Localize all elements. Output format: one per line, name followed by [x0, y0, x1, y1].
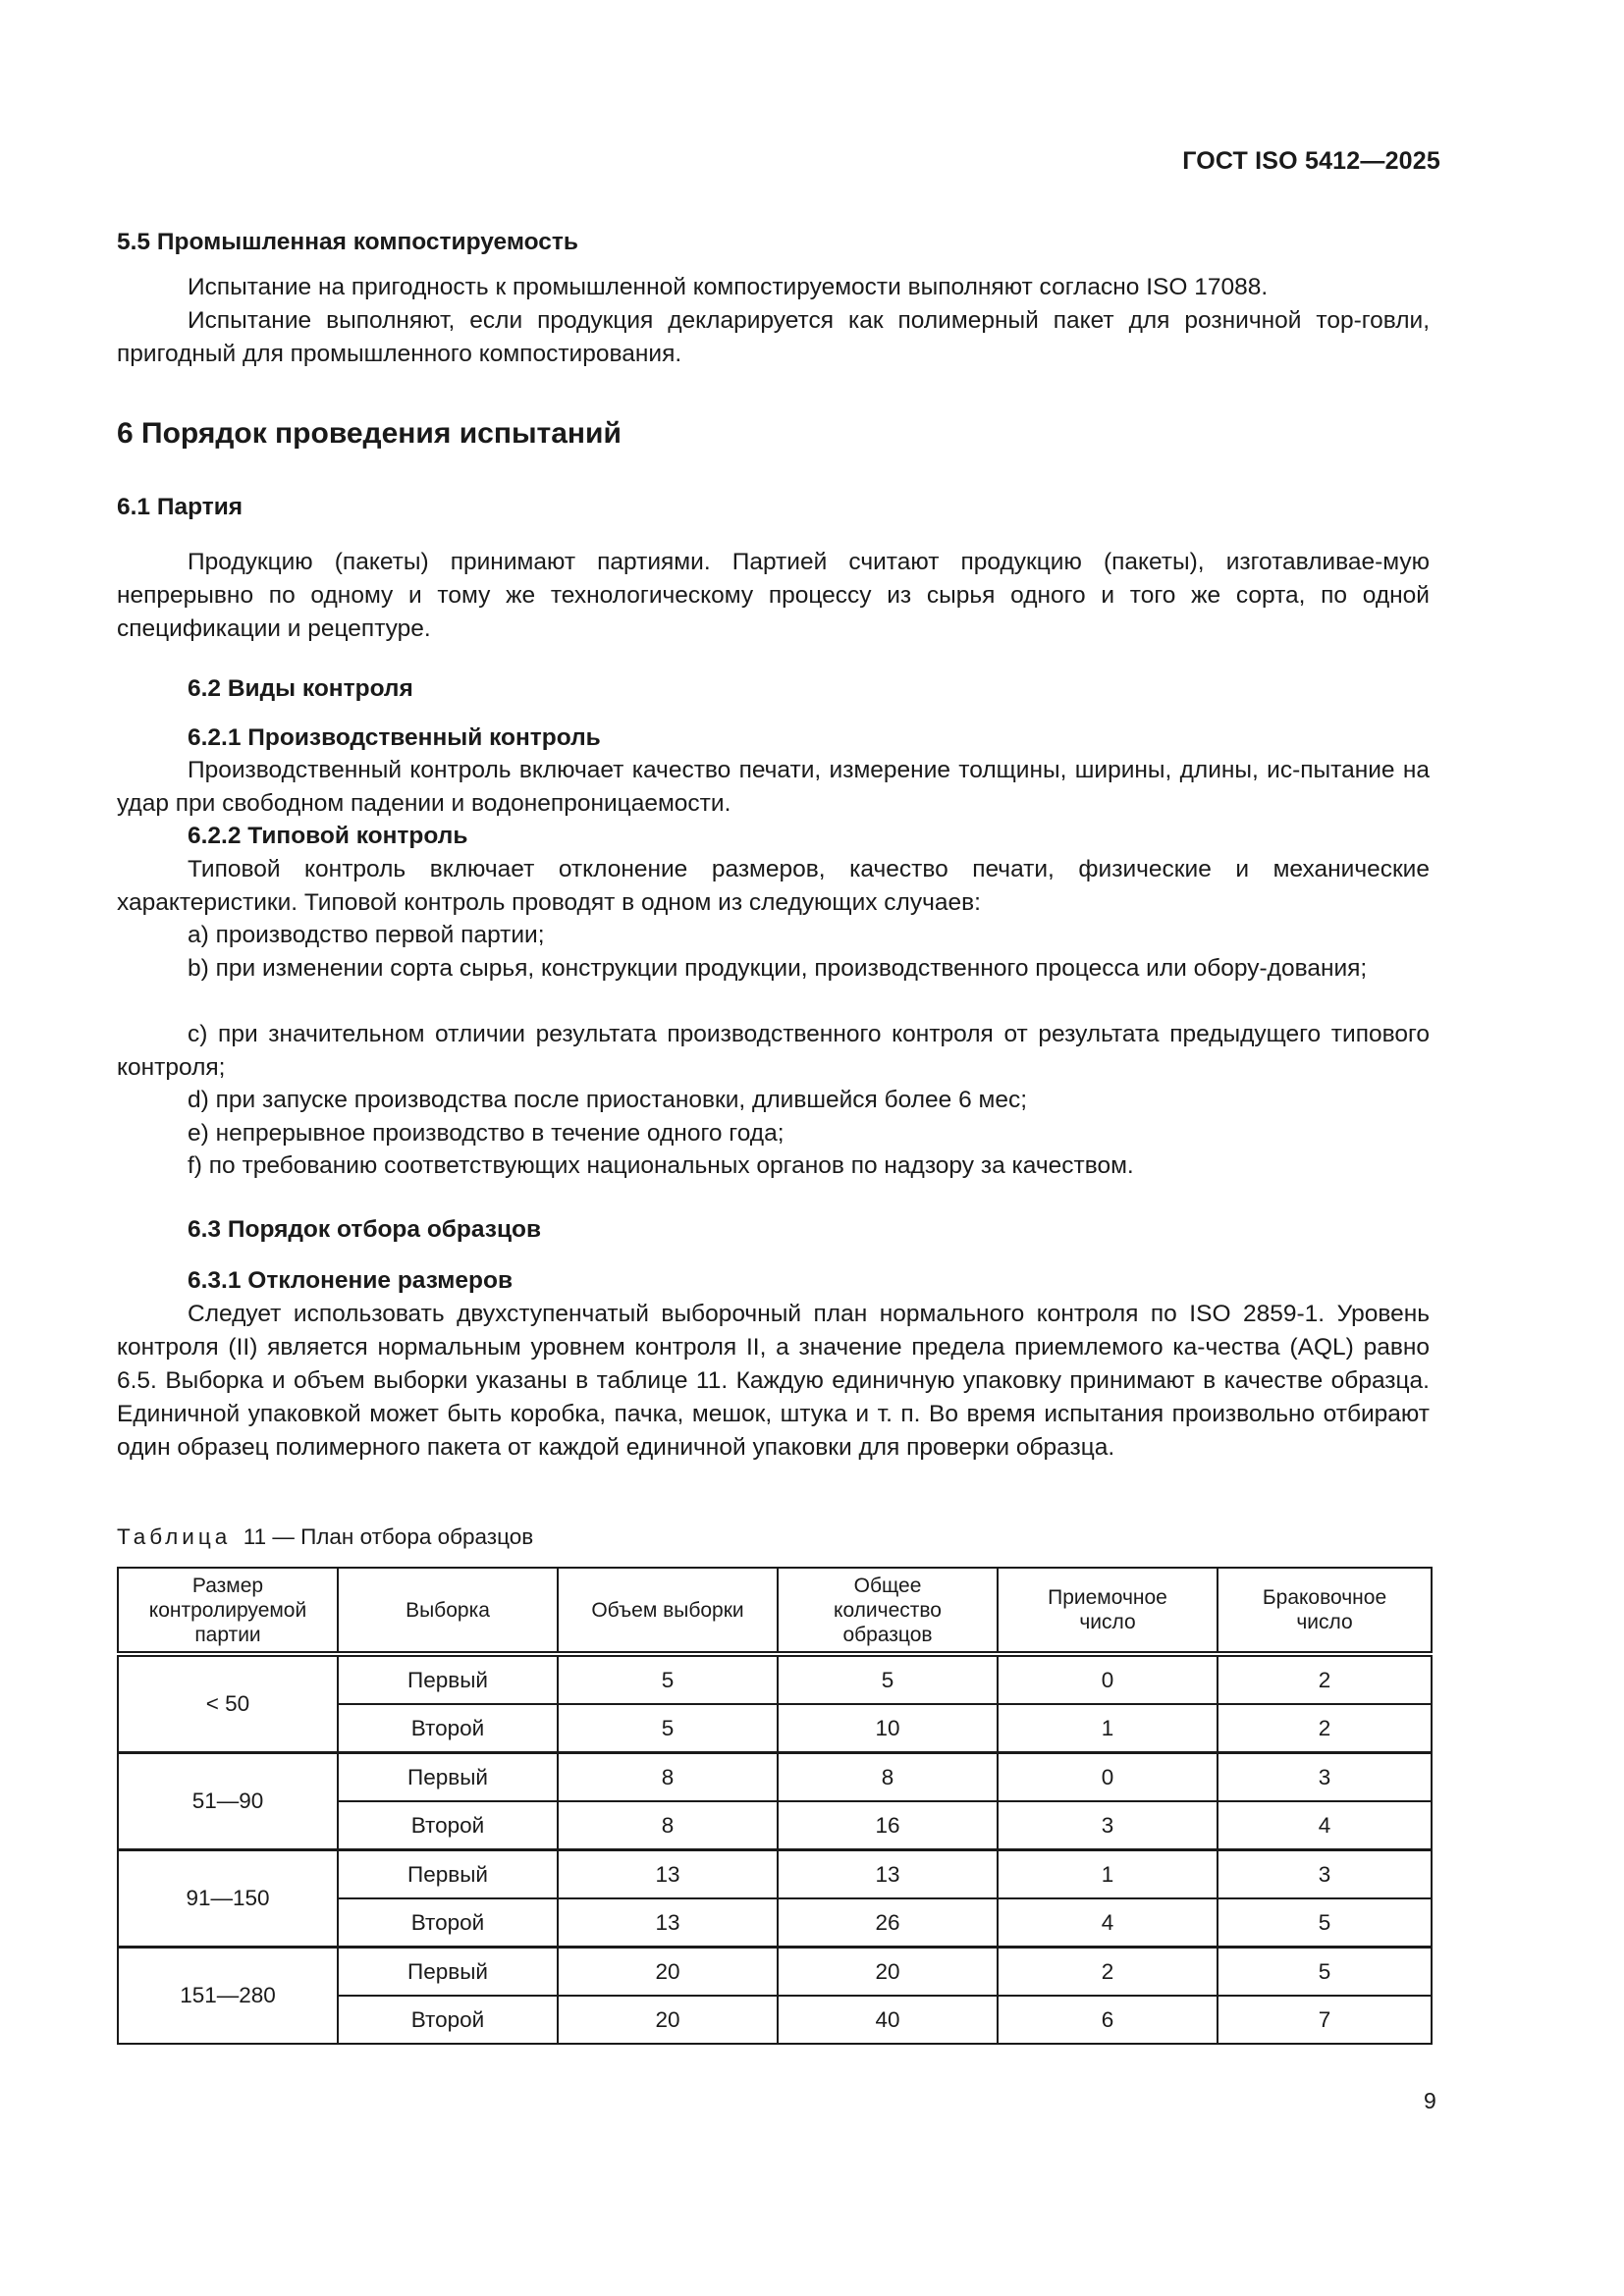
- cell-accept: 1: [998, 1850, 1218, 1899]
- table-caption-label: Таблица: [117, 1524, 232, 1549]
- section-6-1-paragraph: Продукцию (пакеты) принимают партиями. Партией считают продукцию (пакеты), изготавливае-мую непрерывно по одному и тому же технологическому процессу из сырья одного и того же сорта, по одной спецификации и рецептуре.: [117, 549, 1430, 642]
- header-rejection-number: Браковочное число: [1218, 1568, 1432, 1654]
- cell-cumulative: 13: [778, 1850, 998, 1899]
- header-acceptance-number: Приемочное число: [998, 1568, 1218, 1654]
- cell-reject: 2: [1218, 1704, 1432, 1753]
- cell-cumulative: 40: [778, 1996, 998, 2044]
- cell-accept: 3: [998, 1801, 1218, 1850]
- cell-reject: 3: [1218, 1753, 1432, 1802]
- cell-sample: Первый: [338, 1850, 558, 1899]
- cell-sample: Второй: [338, 1996, 558, 2044]
- cell-lot-size: 51—90: [118, 1753, 338, 1850]
- cell-accept: 6: [998, 1996, 1218, 2044]
- cell-sample-size: 13: [558, 1850, 778, 1899]
- table-caption: [117, 1524, 533, 1550]
- list-item-c: c) при значительном отличии результата производственного контроля от результата предыдущего типового контроля;: [117, 1021, 1430, 1081]
- header-lot-size: Размер контролируемой партии: [118, 1568, 338, 1654]
- table-row: [118, 1948, 1432, 1997]
- cell-cumulative: 20: [778, 1948, 998, 1997]
- table-row: [118, 1753, 1432, 1802]
- cell-lot-size: < 50: [118, 1654, 338, 1753]
- cell-cumulative: 10: [778, 1704, 998, 1753]
- cell-accept: 0: [998, 1654, 1218, 1704]
- cell-cumulative: 16: [778, 1801, 998, 1850]
- table-row: [118, 1850, 1432, 1899]
- cell-sample-size: 20: [558, 1948, 778, 1997]
- standard-id-header: ГОСТ ISO 5412—2025: [1182, 147, 1440, 175]
- table-row: [118, 1654, 1432, 1704]
- section-6-2-2-title: 6.2.2 Типовой контроль: [188, 823, 468, 849]
- cell-sample: Второй: [338, 1704, 558, 1753]
- section-6-2-1-paragraph: Производственный контроль включает качество печати, измерение толщины, ширины, длины, ис-пытание на удар при свободном падении и водонепроницаемости.: [117, 757, 1430, 817]
- cell-cumulative: 5: [778, 1654, 998, 1704]
- section-6-3-title: 6.3 Порядок отбора образцов: [188, 1216, 542, 1243]
- cell-sample: Первый: [338, 1948, 558, 1997]
- cell-cumulative: 26: [778, 1898, 998, 1948]
- header-cumulative-size: Общее количество образцов: [778, 1568, 998, 1654]
- section-5-5-title: 5.5 Промышленная компостируемость: [117, 229, 578, 255]
- cell-sample: Второй: [338, 1801, 558, 1850]
- section-6-1-title: 6.1 Партия: [117, 494, 244, 520]
- cell-reject: 4: [1218, 1801, 1432, 1850]
- section-6-title: 6 Порядок проведения испытаний: [117, 417, 622, 450]
- cell-sample-size: 8: [558, 1753, 778, 1802]
- section-5-5-paragraph-2: Испытание выполняют, если продукция декларируется как полимерный пакет для розничной тор-говли, пригодный для промышленного компостирования.: [117, 307, 1430, 367]
- cell-reject: 7: [1218, 1996, 1432, 2044]
- section-6-3-1-title: 6.3.1 Отклонение размеров: [188, 1267, 514, 1294]
- cell-accept: 2: [998, 1948, 1218, 1997]
- cell-sample: Второй: [338, 1898, 558, 1948]
- cell-reject: 2: [1218, 1654, 1432, 1704]
- cell-sample-size: 5: [558, 1704, 778, 1753]
- cell-sample-size: 8: [558, 1801, 778, 1850]
- list-item-e: e) непрерывное производство в течение одного года;: [188, 1120, 785, 1147]
- table-header-row: [118, 1568, 1432, 1654]
- cell-lot-size: 91—150: [118, 1850, 338, 1948]
- table-caption-title: 11 — План отбора образцов: [243, 1524, 534, 1549]
- header-sample-size: Объем выборки: [558, 1568, 778, 1654]
- cell-cumulative: 8: [778, 1753, 998, 1802]
- section-6-2-1-title: 6.2.1 Производственный контроль: [188, 724, 601, 751]
- list-item-a: a) производство первой партии;: [188, 922, 545, 948]
- cell-accept: 4: [998, 1898, 1218, 1948]
- section-6-2-title: 6.2 Виды контроля: [188, 675, 413, 702]
- list-item-d: d) при запуске производства после приостановки, длившейся более 6 мес;: [188, 1087, 1028, 1113]
- cell-reject: 3: [1218, 1850, 1432, 1899]
- cell-sample: Первый: [338, 1654, 558, 1704]
- sampling-plan-table: [117, 1567, 1433, 2045]
- header-sample: Выборка: [338, 1568, 558, 1654]
- section-5-5-paragraph-1: Испытание на пригодность к промышленной компостируемости выполняют согласно ISO 17088.: [188, 274, 1269, 300]
- page-number: 9: [1424, 2088, 1436, 2113]
- section-6-2-2-paragraph: Типовой контроль включает отклонение размеров, качество печати, физические и механические характеристики. Типовой контроль проводят в одном из следующих случаев:: [117, 856, 1430, 916]
- list-item-f: f) по требованию соответствующих национальных органов по надзору за качеством.: [188, 1152, 1134, 1179]
- cell-lot-size: 151—280: [118, 1948, 338, 2045]
- cell-sample-size: 13: [558, 1898, 778, 1948]
- cell-reject: 5: [1218, 1898, 1432, 1948]
- list-item-b: b) при изменении сорта сырья, конструкции продукции, производственного процесса или обору-дования;: [188, 955, 1368, 982]
- cell-sample-size: 20: [558, 1996, 778, 2044]
- cell-sample: Первый: [338, 1753, 558, 1802]
- cell-accept: 0: [998, 1753, 1218, 1802]
- cell-reject: 5: [1218, 1948, 1432, 1997]
- cell-sample-size: 5: [558, 1654, 778, 1704]
- section-6-3-1-paragraph: Следует использовать двухступенчатый выборочный план нормального контроля по ISO 2859-1. Уровень контроля (II) является нормальным уровнем контроля II, а значение предела приемлемого ка-чества (AQL) равно 6.5. Выборка и объем выборки указаны в таблице 11. Каждую единичную упаковку принимают в качестве образца. Единичной упаковкой может быть коробка, пачка, мешок, штука и т. п. Во время испытания произвольно отбирают один образец полимерного пакета от каждой единичной упаковки для проверки образца.: [117, 1301, 1430, 1461]
- cell-accept: 1: [998, 1704, 1218, 1753]
